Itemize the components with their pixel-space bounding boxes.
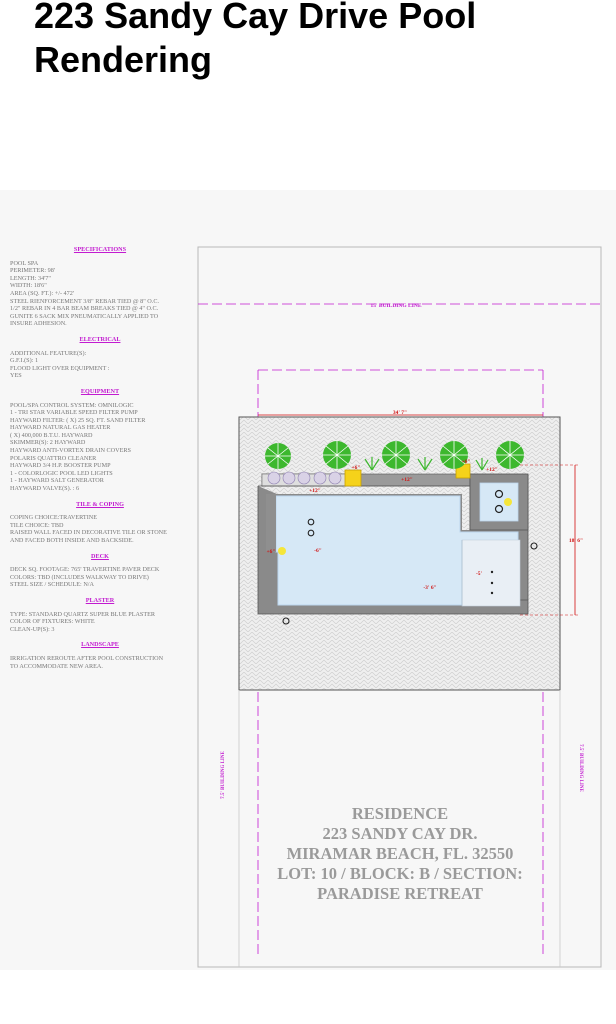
residence-line-4: LOT: 10 / BLOCK: B / SECTION:	[277, 864, 523, 883]
spec-line: 1/2" REBAR IN 4 BAR BEAM BREAKS TIED @ 4" O.C.	[10, 305, 159, 313]
spec-line: STEEL SIZE / SCHEDULE: N/A	[10, 581, 94, 589]
electrical-heading: ELECTRICAL	[79, 335, 121, 343]
spec-line: CLEAN-UP(S): 3	[10, 625, 55, 633]
spec-line: HAYWARD VALVE(S). : 6	[10, 485, 80, 493]
landscape-heading: LANDSCAPE	[81, 641, 119, 649]
spec-line: FLOOD LIGHT OVER EQUIPMENT :	[10, 364, 110, 372]
spec-line: 1 - COLORLOGIC POOL LED LIGHTS	[10, 469, 113, 477]
spec-line: TYPE: STANDARD QUARTZ SUPER BLUE PLASTER	[10, 610, 156, 618]
spec-line: DECK SQ. FOOTAGE: 765' TRAVERTINE PAVER DECK	[10, 566, 160, 574]
spec-line: COPING CHOICE:TRAVERTINE	[10, 514, 97, 522]
equipment-heading: EQUIPMENT	[80, 387, 120, 395]
palm-tree-icon	[323, 441, 351, 469]
plaster-heading: PLASTER	[85, 596, 115, 604]
spec-line: LENGTH: 34'7"	[10, 274, 51, 282]
sun-shelf	[462, 540, 520, 606]
deck-heading: DECK	[91, 552, 109, 560]
spec-line: ( X) 400,000 B.T.U. HAYWARD	[10, 431, 93, 439]
elevation-label: +12"	[309, 488, 321, 494]
spec-line: YES	[10, 372, 22, 380]
elevation-label: +6"	[266, 549, 276, 555]
spa-light-icon	[504, 498, 512, 506]
building-line-top-label: 15' BUILDING LINE	[370, 303, 422, 309]
spec-line: ADDITIONAL FEATURE(S):	[10, 349, 87, 357]
specifications-heading: SPECIFICATIONS	[73, 246, 127, 253]
spec-line: POLARIS QUATTRO CLEANER	[10, 454, 97, 462]
building-line-right-label: 7.5' BUILDING LINE	[578, 744, 583, 792]
spec-line: RAISED WALL FACED IN DECORATIVE TILE OR STONE	[10, 529, 167, 537]
elevation-label: +12"	[401, 477, 413, 483]
palm-tree-icon	[382, 441, 410, 469]
spec-line: TO ACCOMMODATE NEW AREA.	[10, 662, 103, 670]
spec-line: HAYWARD ANTI-VORTEX DRAIN COVERS	[10, 447, 131, 455]
spec-line: COLORS: TBD (INCLUDES WALKWAY TO DRIVE)	[10, 573, 149, 581]
palm-tree-icon	[265, 443, 291, 469]
spec-line: 1 - TRI STAR VARIABLE SPEED FILTER PUMP	[10, 409, 138, 417]
spec-line: TILE CHOICE: TBD	[10, 521, 64, 529]
spec-line: SKIMMER(S): 2 HAYWARD	[10, 439, 86, 447]
depth-label: -5'	[475, 571, 483, 577]
spec-line: AND FACED BOTH INSIDE AND BACKSIDE.	[10, 537, 134, 544]
side-dimension-label: 18' 6"	[568, 538, 584, 544]
residence-line-5: PARADISE RETREAT	[317, 884, 483, 903]
residence-line-3: MIRAMAR BEACH, FL. 32550	[286, 844, 514, 863]
spec-line: INSURE ADHESION.	[10, 320, 67, 328]
spa-water	[480, 483, 518, 521]
elevation-label: +6"	[351, 465, 361, 471]
palm-tree-icon	[496, 441, 524, 469]
sunshelf-fixture-icon	[491, 592, 493, 594]
elevation-label: +12"	[486, 467, 498, 473]
pool-bench-left	[266, 494, 276, 552]
spec-line: HAYWARD 3/4 H.P. BOOSTER PUMP	[10, 462, 111, 470]
depth-label: -6"	[314, 548, 322, 554]
spec-line: PERIMETER: 98'	[10, 267, 55, 275]
pool-light-icon	[278, 547, 286, 555]
light-fixture-icon	[345, 470, 361, 486]
width-dimension-label: 34' 7"	[392, 410, 408, 416]
elevation-label: +6"	[461, 459, 471, 465]
spec-line: POOL SPA	[10, 259, 39, 267]
residence-line-1: RESIDENCE	[351, 804, 449, 823]
spec-line: HAYWARD NATURAL GAS HEATER	[10, 424, 111, 432]
sunshelf-fixture-icon	[491, 571, 493, 573]
spec-line: IRRIGATION REROUTE AFTER POOL CONSTRUCTION	[10, 654, 164, 662]
depth-label: -3' 6"	[423, 585, 437, 591]
page-title: 223 Sandy Cay Drive Pool Rendering	[34, 0, 477, 80]
spec-line: POOL/SPA CONTROL SYSTEM: OMNILOGIC	[10, 401, 134, 409]
spec-line: AREA (SQ. FT.): +/- 472'	[10, 289, 74, 297]
spec-line: STEEL RIENFORCEMENT 3/8" REBAR TIED @ 8" O.C.	[10, 297, 159, 305]
spec-line: HAYWARD FILTER: ( X) 25 SQ. FT. SAND FILTER	[10, 416, 146, 424]
spec-line: G.F.I.(S): 1	[10, 357, 39, 365]
spec-line: WIDTH: 18'6"	[10, 282, 47, 290]
spec-line: 1 - HAYWARD SALT GENERATOR	[10, 477, 104, 485]
spec-line: GUNITE 6 SACK MIX PNEUMATICALLY APPLIED TO	[10, 312, 159, 320]
spec-line: COLOR OF FIXTURES: WHITE	[10, 618, 95, 626]
tile-coping-heading: TILE & COPING	[76, 500, 124, 508]
residence-block	[270, 804, 530, 904]
sunshelf-fixture-icon	[491, 582, 493, 584]
residence-line-2: 223 SANDY CAY DR.	[322, 824, 478, 843]
building-line-left-label: 7.5' BUILDING LINE	[221, 751, 226, 799]
